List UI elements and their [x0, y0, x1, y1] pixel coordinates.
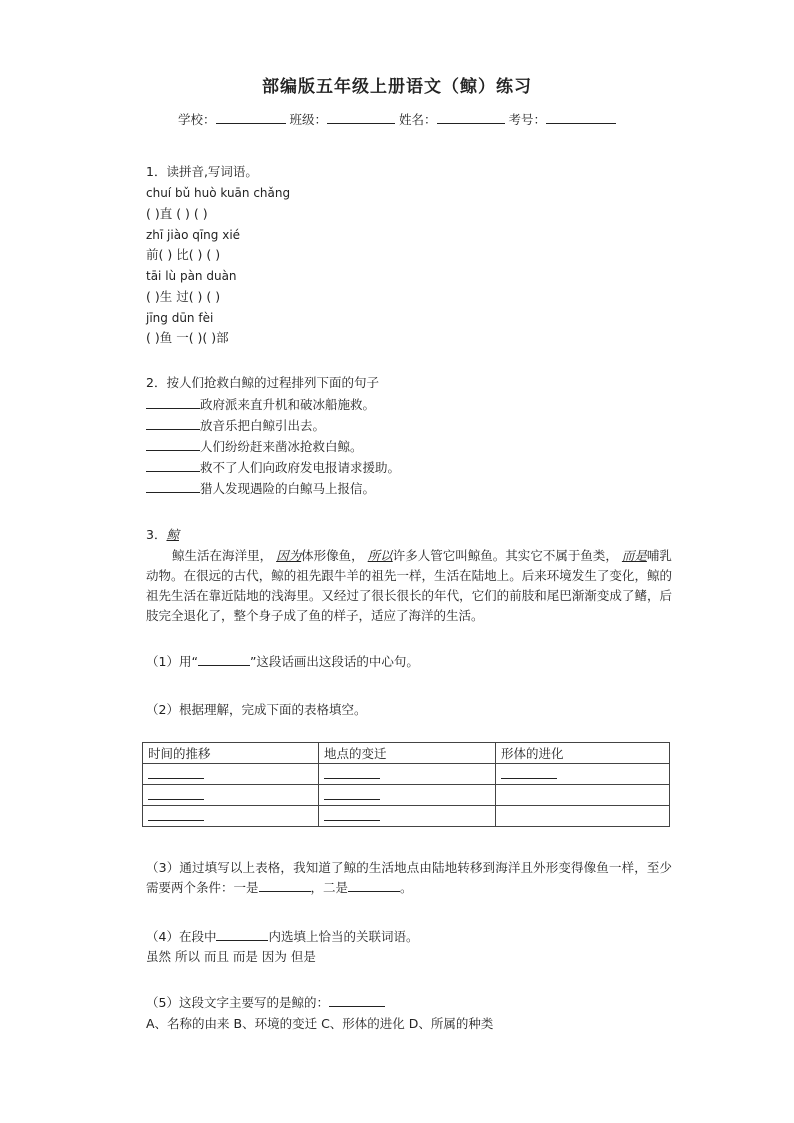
q1-blanks-1[interactable]: ( )直 ( ) ( ) — [146, 206, 208, 221]
sub1-blank[interactable] — [198, 653, 250, 666]
order-blank[interactable] — [146, 396, 200, 409]
q3-sub2: （2）根据理解，完成下面的表格填空。 — [146, 702, 367, 717]
table-cell[interactable] — [319, 806, 496, 827]
q2-item-text: 人们纷纷赶来凿冰抢救白鲸。 — [200, 439, 363, 454]
q1-pinyin-4: jīng dūn fèi — [146, 311, 214, 325]
sub1-text: （1）用“ — [146, 654, 198, 669]
cell-blank[interactable] — [324, 787, 380, 800]
q3-title-word: 鲸 — [166, 527, 179, 542]
name-label: 姓名： — [398, 112, 437, 127]
table-cell[interactable] — [496, 764, 670, 785]
cell-blank[interactable] — [324, 808, 380, 821]
table-header-row — [143, 743, 670, 764]
q2-item[interactable] — [146, 396, 375, 414]
class-blank[interactable] — [327, 111, 395, 124]
q3-heading — [146, 526, 179, 544]
conjunction-word[interactable]: 所以 — [367, 548, 393, 563]
sub3-text: ，二是 — [310, 880, 349, 895]
q2-item[interactable] — [146, 438, 363, 456]
table-header-cell: 时间的推移 — [143, 743, 319, 764]
q1-blanks-2[interactable]: 前( ) 比( ) ( ) — [146, 247, 221, 262]
q3-number: 3． — [146, 527, 167, 542]
sub3-text: 。 — [400, 880, 413, 895]
passage-text: 鲸生活在海洋里， — [172, 548, 273, 563]
school-blank[interactable] — [216, 111, 286, 124]
number-label: 考号： — [508, 112, 546, 127]
order-blank[interactable] — [146, 438, 200, 451]
sub3-blank-1[interactable] — [259, 879, 311, 892]
cell-blank[interactable] — [148, 766, 204, 779]
q3-sub4-options: 虽然 所以 而且 而是 因为 但是 — [146, 949, 316, 964]
sub5-blank[interactable] — [329, 994, 385, 1007]
passage-text: 许多人管它叫鲸鱼。其实它不属于鱼类， — [392, 548, 618, 563]
table-cell[interactable] — [319, 785, 496, 806]
passage-text: 哺乳动物。在很远的古代，鲸的祖先跟牛羊的祖先一样，生活在陆地上。后来环境发生了变化，鲸的祖先生活在靠近陆地的浅海里。又经过了很长很长的年代，它们的前肢和尾巴渐渐变成了鳍，后肢完全退化了，整个身子成了鱼的样子，适应了海洋的生活。 — [146, 548, 672, 623]
table-row — [143, 764, 670, 785]
table-cell[interactable] — [143, 764, 319, 785]
q2-item-text: 猎人发现遇险的白鲸马上报信。 — [200, 481, 376, 496]
q1-pinyin-3: tāi lù pàn duàn — [146, 269, 237, 283]
order-blank[interactable] — [146, 459, 200, 472]
q3-sub5-options: A、名称的由来 B、环境的变迁 C、形体的进化 D、所属的种类 — [146, 1016, 494, 1031]
q1-blanks-3[interactable]: ( )生 过( ) ( ) — [146, 289, 221, 304]
q3-sub3 — [146, 858, 672, 898]
passage-text: 体形像鱼， — [301, 548, 364, 563]
q2-item-text: 政府派来直升机和破冰船施救。 — [200, 397, 376, 412]
school-label: 学校： — [177, 112, 216, 127]
q2-heading: 2．按人们抢救白鲸的过程排列下面的句子 — [146, 375, 379, 390]
cell-blank[interactable] — [324, 766, 380, 779]
sub5-text: （5）这段文字主要写的是鲸的： — [146, 995, 329, 1010]
sub4-text: 内选填上恰当的关联词语。 — [268, 929, 419, 944]
class-label: 班级： — [289, 112, 327, 127]
student-info-line — [0, 110, 794, 128]
q3-sub4 — [146, 928, 418, 946]
table-row — [143, 785, 670, 806]
table-cell[interactable] — [143, 785, 319, 806]
q2-item-text: 放音乐把白鲸引出去。 — [200, 418, 326, 433]
q1-pinyin-1: chuí bǔ huò kuān chǎng — [146, 186, 291, 200]
table-row — [143, 806, 670, 827]
q2-item-text: 救不了人们向政府发电报请求援助。 — [200, 460, 401, 475]
table-header-cell: 形体的进化 — [496, 743, 670, 764]
q1-blanks-4[interactable]: ( )鱼 一( )( )部 — [146, 330, 229, 345]
table-header-cell: 地点的变迁 — [319, 743, 496, 764]
sub1-text: ”这段话画出这段话的中心句。 — [249, 654, 419, 669]
sub4-blank[interactable] — [216, 928, 268, 941]
q2-item[interactable] — [146, 459, 400, 477]
cell-blank[interactable] — [148, 808, 204, 821]
sub3-blank-2[interactable] — [348, 879, 400, 892]
cell-blank[interactable] — [148, 787, 204, 800]
evolution-table — [142, 742, 670, 827]
q2-item[interactable] — [146, 417, 325, 435]
sub4-text: （4）在段中 — [146, 929, 217, 944]
table-cell[interactable] — [496, 785, 670, 806]
cell-blank[interactable] — [501, 766, 557, 779]
q3-sub1 — [146, 653, 419, 671]
order-blank[interactable] — [146, 417, 200, 430]
conjunction-word[interactable]: 而是 — [621, 548, 647, 563]
q1-heading: 1．读拼音,写词语。 — [146, 164, 258, 179]
name-blank[interactable] — [437, 111, 505, 124]
page-title: 部编版五年级上册语文（鲸）练习 — [262, 77, 532, 97]
table-cell[interactable] — [319, 764, 496, 785]
table-cell[interactable] — [496, 806, 670, 827]
passage-paragraph — [146, 546, 672, 626]
number-blank[interactable] — [546, 111, 616, 124]
table-cell[interactable] — [143, 806, 319, 827]
conjunction-word[interactable]: 因为 — [276, 548, 302, 563]
q3-sub5 — [146, 994, 385, 1012]
q1-pinyin-2: zhī jiào qīng xié — [146, 228, 241, 242]
order-blank[interactable] — [146, 480, 200, 493]
sub3-text: （3）通过填写以上表格，我知道了鲸的生活地点由陆地转移到海洋且外形变得像鱼一样，至少需要两个条件：一是 — [146, 860, 672, 895]
q2-item[interactable] — [146, 480, 375, 498]
